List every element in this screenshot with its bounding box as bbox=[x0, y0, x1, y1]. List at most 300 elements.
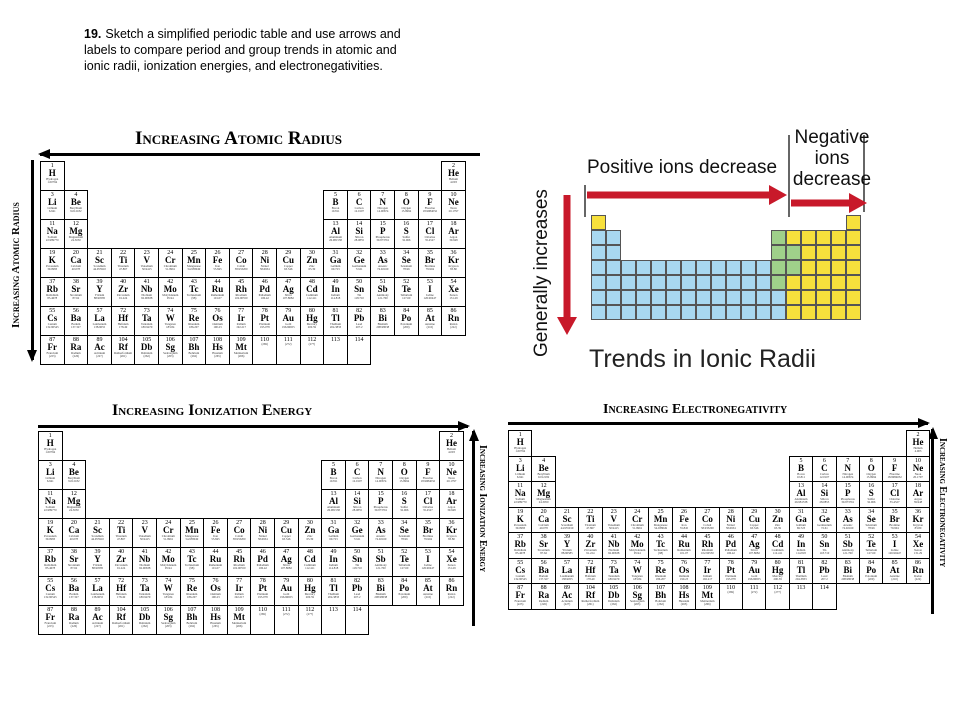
element-symbol: Y bbox=[94, 554, 101, 564]
element-name: Lanthanum bbox=[560, 573, 574, 578]
element-name: Bohrium bbox=[188, 351, 200, 355]
element-cell bbox=[789, 456, 813, 483]
element-cell bbox=[229, 277, 254, 307]
element-cell bbox=[38, 547, 63, 577]
atomic-number: 30 bbox=[306, 520, 313, 526]
element-cell bbox=[368, 518, 393, 548]
ionic-grid-cell bbox=[741, 260, 756, 275]
element-cell bbox=[370, 277, 395, 307]
element-symbol: Ba bbox=[70, 313, 82, 323]
atomic-number: 16 bbox=[403, 221, 410, 227]
element-symbol: Ti bbox=[586, 513, 595, 524]
atomic-mass: (272) bbox=[285, 342, 292, 346]
ionization-energy-right-arrow bbox=[38, 425, 468, 428]
element-cell bbox=[321, 576, 346, 606]
element-name: Sulfur bbox=[400, 505, 409, 509]
element-symbol: Rb bbox=[46, 284, 59, 294]
atomic-number: 57 bbox=[563, 559, 570, 566]
atomic-mass: 186.207 bbox=[655, 576, 666, 581]
element-cell bbox=[347, 248, 372, 278]
atomic-number: 42 bbox=[634, 534, 641, 540]
element-name: Iridium bbox=[234, 592, 244, 596]
element-name: Carbon bbox=[819, 471, 829, 476]
atomic-mass: 195.078 bbox=[257, 595, 268, 599]
element-name: Ruthenium bbox=[677, 548, 691, 552]
atomic-mass: 20.1797 bbox=[446, 479, 457, 483]
electronegativity-title: Increasing Electronegativity bbox=[603, 402, 788, 417]
element-symbol: W bbox=[165, 313, 175, 323]
element-name: Nitrogen bbox=[842, 471, 854, 476]
atomic-mass: 92.90638 bbox=[141, 296, 153, 300]
element-name: Chromium bbox=[163, 264, 177, 268]
atomic-mass: 79.904 bbox=[423, 537, 433, 541]
element-symbol: Kr bbox=[912, 513, 924, 524]
atomic-number: 3 bbox=[50, 192, 54, 198]
element-cell bbox=[906, 456, 930, 483]
element-cell bbox=[394, 219, 419, 249]
element-symbol: Ca bbox=[70, 255, 82, 265]
element-cell bbox=[250, 576, 275, 606]
element-symbol: N bbox=[844, 462, 852, 473]
atomic-mass: 196.96655 bbox=[281, 325, 295, 329]
atomic-number: 14 bbox=[356, 221, 363, 227]
element-name: Bromine bbox=[422, 534, 434, 538]
atomic-mass: 207.2 bbox=[353, 595, 361, 599]
element-name: Hafnium bbox=[117, 322, 129, 326]
element-cell bbox=[416, 547, 441, 577]
atomic-number: 15 bbox=[377, 491, 384, 497]
element-cell bbox=[602, 558, 626, 585]
atomic-mass: (98) bbox=[189, 566, 195, 570]
atomic-mass: (263) bbox=[633, 602, 641, 606]
atomic-number: 11 bbox=[47, 491, 54, 497]
element-symbol: Rf bbox=[118, 342, 128, 352]
element-cell bbox=[62, 460, 87, 490]
element-name: Radon bbox=[447, 592, 456, 596]
atomic-number: 21 bbox=[94, 520, 101, 526]
atomic-number: 40 bbox=[587, 534, 594, 540]
element-symbol: V bbox=[610, 513, 618, 524]
element-symbol: Sb bbox=[375, 554, 386, 564]
element-name: Rhodium bbox=[701, 548, 713, 552]
atomic-mass: 15.9994 bbox=[866, 474, 877, 479]
element-cell bbox=[555, 532, 579, 559]
atomic-number: 15 bbox=[844, 483, 851, 489]
atomic-number: 88 bbox=[540, 585, 547, 591]
element-name: Molybdenum bbox=[629, 548, 646, 552]
ionic-grid-cell bbox=[726, 290, 741, 305]
element-cell bbox=[508, 558, 532, 585]
element-cell bbox=[882, 456, 906, 483]
ionic-grid-cell bbox=[846, 275, 861, 290]
atomic-mass: 39.948 bbox=[447, 508, 456, 512]
ionic-grid-cell bbox=[726, 275, 741, 290]
element-symbol: Hs bbox=[210, 612, 221, 622]
atomic-mass: 126.90447 bbox=[423, 296, 437, 300]
element-symbol: Y bbox=[563, 539, 571, 549]
ionic-grid-cell bbox=[666, 275, 681, 290]
element-cell bbox=[368, 576, 393, 606]
ionic-grid-cell bbox=[711, 305, 726, 320]
element-cell bbox=[812, 583, 836, 610]
element-name: Mercury bbox=[306, 322, 318, 326]
element-symbol: Ir bbox=[235, 583, 243, 593]
atomic-number: 85 bbox=[424, 578, 431, 584]
element-symbol: Zn bbox=[306, 255, 318, 265]
element-cell bbox=[227, 576, 252, 606]
atomic-mass: 85.4678 bbox=[47, 296, 58, 300]
atomic-number: 31 bbox=[797, 508, 804, 515]
atomic-number: 45 bbox=[238, 279, 245, 285]
atomic-mass: 195.078 bbox=[725, 576, 736, 581]
element-symbol: Al bbox=[796, 488, 806, 498]
element-cell bbox=[394, 190, 419, 220]
atomic-number: 25 bbox=[188, 520, 195, 526]
element-symbol: La bbox=[94, 313, 105, 323]
atomic-number: 108 bbox=[210, 607, 220, 613]
atomic-mass: 30.973761 bbox=[374, 508, 388, 512]
element-name: Gold bbox=[283, 592, 290, 596]
element-symbol: Ne bbox=[448, 197, 459, 207]
element-cell bbox=[298, 576, 323, 606]
atomic-number: 110 bbox=[258, 607, 268, 613]
element-cell bbox=[109, 547, 134, 577]
element-cell bbox=[321, 605, 346, 635]
element-cell bbox=[345, 489, 370, 519]
atomic-mass: 22.989770 bbox=[43, 508, 57, 512]
atomic-number: 40 bbox=[118, 549, 125, 555]
element-cell bbox=[789, 507, 813, 534]
element-cell bbox=[345, 460, 370, 490]
element-cell bbox=[812, 481, 836, 508]
atomic-number: 7 bbox=[379, 462, 383, 468]
element-name: Barium bbox=[71, 322, 81, 326]
element-symbol: Cd bbox=[306, 284, 318, 294]
atomic-number: 105 bbox=[140, 607, 150, 613]
atomic-mass: 39.0983 bbox=[47, 267, 58, 271]
atomic-mass: (227) bbox=[563, 602, 571, 606]
element-symbol: Ne bbox=[446, 467, 457, 477]
element-symbol: Fr bbox=[47, 342, 58, 352]
atomic-number: 41 bbox=[143, 279, 150, 285]
ionic-grid-cell bbox=[696, 260, 711, 275]
element-cell bbox=[85, 576, 110, 606]
element-cell bbox=[368, 489, 393, 519]
atomic-mass: (222) bbox=[448, 595, 455, 599]
element-name: Niobium bbox=[139, 563, 151, 567]
atomic-number: 114 bbox=[352, 607, 362, 613]
atomic-number: 83 bbox=[377, 578, 384, 584]
element-symbol: Hs bbox=[678, 590, 690, 600]
element-cell bbox=[134, 277, 159, 307]
atomic-number: 106 bbox=[163, 607, 173, 613]
atomic-number: 104 bbox=[585, 585, 595, 591]
atomic-number: 21 bbox=[563, 508, 570, 515]
element-name: Oxygen bbox=[399, 476, 410, 480]
atomic-number: 28 bbox=[727, 508, 734, 515]
element-name: Strontium bbox=[537, 548, 550, 552]
atomic-mass: (261) bbox=[119, 354, 127, 358]
element-cell bbox=[416, 489, 441, 519]
element-cell bbox=[368, 547, 393, 577]
element-name: Neon bbox=[914, 471, 922, 476]
element-name: Argon bbox=[447, 505, 456, 509]
atomic-mass: 107.8682 bbox=[282, 296, 294, 300]
element-symbol: Ta bbox=[608, 564, 619, 575]
element-cell bbox=[227, 547, 252, 577]
element-symbol: Bh bbox=[188, 342, 200, 352]
element-name: Zirconium bbox=[116, 293, 130, 297]
element-cell bbox=[648, 507, 672, 534]
element-symbol: Po bbox=[401, 313, 412, 323]
atomic-number: 84 bbox=[868, 559, 875, 566]
ionic-grid-cell bbox=[651, 275, 666, 290]
atomic-number: 108 bbox=[212, 337, 222, 343]
element-name: Argon bbox=[914, 497, 922, 501]
element-name: Lithium bbox=[45, 476, 56, 480]
ionic-grid-cell bbox=[606, 305, 621, 320]
element-name: Rubidium bbox=[514, 548, 527, 552]
atomic-number: 22 bbox=[587, 508, 594, 515]
atomic-number: 30 bbox=[774, 508, 781, 515]
element-name: Cadmium bbox=[305, 293, 318, 297]
element-name: Titanium bbox=[115, 534, 127, 538]
atomic-mass: 20.1797 bbox=[448, 209, 459, 213]
element-name: Polonium bbox=[865, 573, 878, 578]
element-cell bbox=[370, 190, 395, 220]
atomic-mass: 132.90545 bbox=[45, 325, 59, 329]
element-cell bbox=[695, 558, 719, 585]
element-cell bbox=[392, 547, 417, 577]
element-name: Meitnerium bbox=[234, 351, 249, 355]
negative-ions-label: Negative ions decrease bbox=[792, 127, 872, 190]
element-name: Strontium bbox=[67, 563, 80, 567]
element-cell bbox=[205, 335, 230, 365]
element-cell bbox=[719, 558, 743, 585]
atomic-mass: 102.90550 bbox=[701, 551, 714, 555]
element-cell bbox=[111, 306, 136, 336]
element-cell bbox=[203, 605, 228, 635]
element-symbol: Au bbox=[282, 313, 295, 323]
element-symbol: Co bbox=[233, 525, 245, 535]
atomic-number: 24 bbox=[634, 508, 641, 515]
element-cell bbox=[765, 583, 789, 610]
element-name: Antimony bbox=[376, 293, 389, 297]
element-symbol: Mg bbox=[537, 488, 551, 498]
element-name: Antimony bbox=[374, 563, 387, 567]
element-name: Tungsten bbox=[164, 322, 176, 326]
atomic-mass: 178.49 bbox=[586, 576, 595, 581]
element-cell bbox=[156, 547, 181, 577]
atomic-mass: 180.9479 bbox=[139, 595, 151, 599]
atomic-mass: 208.98038 bbox=[374, 595, 388, 599]
element-symbol: Sb bbox=[377, 284, 388, 294]
element-cell bbox=[789, 583, 813, 610]
atomic-number: 55 bbox=[517, 559, 524, 566]
element-name: Titanium bbox=[584, 522, 596, 527]
element-symbol: Ca bbox=[538, 513, 550, 524]
element-cell bbox=[64, 248, 89, 278]
atomic-mass: 10.811 bbox=[329, 479, 338, 483]
element-cell bbox=[859, 558, 883, 585]
ionic-grid-cell bbox=[591, 275, 606, 290]
element-name: Bismuth bbox=[375, 592, 386, 596]
element-name: Iridium bbox=[236, 322, 246, 326]
element-symbol: Hg bbox=[304, 583, 316, 593]
element-cell bbox=[347, 277, 372, 307]
element-symbol: S bbox=[403, 226, 409, 236]
element-name: Tantalum bbox=[141, 322, 153, 326]
element-symbol: La bbox=[561, 564, 573, 575]
element-cell bbox=[695, 583, 719, 610]
atomic-number: 50 bbox=[354, 549, 361, 555]
element-name: Cobalt bbox=[237, 264, 246, 268]
atomic-mass: 131.29 bbox=[913, 551, 923, 555]
element-name: Sulfur bbox=[867, 497, 875, 501]
element-name: Bismuth bbox=[842, 573, 853, 578]
element-symbol: As bbox=[375, 525, 386, 535]
atomic-number: 34 bbox=[401, 520, 408, 526]
ionic-grid-cell bbox=[651, 290, 666, 305]
element-cell bbox=[40, 219, 65, 249]
atomic-number: 51 bbox=[379, 279, 386, 285]
atomic-number: 27 bbox=[238, 250, 245, 256]
atomic-number: 82 bbox=[356, 308, 363, 314]
element-symbol: Br bbox=[889, 513, 900, 524]
element-symbol: Bi bbox=[376, 583, 385, 593]
element-name: Rhenium bbox=[186, 592, 198, 596]
element-symbol: Sr bbox=[539, 539, 549, 549]
question-text bbox=[84, 26, 414, 74]
atomic-number: 43 bbox=[188, 549, 195, 555]
element-cell bbox=[109, 605, 134, 635]
atomic-number: 17 bbox=[424, 491, 431, 497]
element-symbol: Nb bbox=[140, 284, 153, 294]
atomic-mass: 196.96655 bbox=[279, 595, 293, 599]
atomic-number: 37 bbox=[49, 279, 56, 285]
atomic-mass: 132.90545 bbox=[513, 576, 527, 581]
atomic-number: 22 bbox=[120, 250, 127, 256]
element-symbol: Li bbox=[48, 197, 57, 207]
element-cell bbox=[508, 481, 532, 508]
element-symbol: Ne bbox=[912, 462, 924, 473]
atomic-number: 112 bbox=[307, 337, 317, 343]
atomic-number: 32 bbox=[821, 508, 828, 515]
element-name: Meitnerium bbox=[700, 599, 715, 603]
atomic-number: 85 bbox=[426, 308, 433, 314]
atomic-number: 89 bbox=[563, 585, 570, 591]
element-name: Arsenic bbox=[378, 264, 388, 268]
element-cell bbox=[87, 277, 112, 307]
atomic-mass: 87.62 bbox=[70, 566, 78, 570]
element-name: Argon bbox=[449, 235, 458, 239]
element-name: Germanium bbox=[349, 534, 365, 538]
element-symbol: K bbox=[516, 513, 524, 524]
atomic-mass: 192.217 bbox=[702, 576, 713, 581]
element-cell bbox=[64, 219, 89, 249]
element-name: Tungsten bbox=[162, 592, 174, 596]
atomic-mass: (265) bbox=[212, 624, 219, 628]
element-symbol: Mn bbox=[653, 513, 668, 524]
element-cell bbox=[695, 507, 719, 534]
element-name: Scandium bbox=[93, 264, 106, 268]
element-symbol: Se bbox=[866, 513, 876, 524]
ionic-grid-cell bbox=[786, 260, 801, 275]
element-cell bbox=[531, 507, 555, 534]
atomic-number: 29 bbox=[283, 520, 290, 526]
atomic-mass: 1.00794 bbox=[47, 180, 58, 184]
element-symbol: Ag bbox=[280, 554, 292, 564]
atomic-mass: (210) bbox=[891, 576, 898, 581]
atomic-number: 87 bbox=[49, 337, 56, 343]
element-cell bbox=[625, 507, 649, 534]
atomic-mass: (209) bbox=[401, 595, 408, 599]
element-name: Aluminum bbox=[326, 505, 340, 509]
element-symbol: P bbox=[845, 488, 851, 498]
atomic-mass: (265) bbox=[214, 354, 221, 358]
element-symbol: Rn bbox=[447, 313, 460, 323]
ionic-grid-cell bbox=[831, 305, 846, 320]
element-cell bbox=[62, 518, 87, 548]
element-name: Sodium bbox=[47, 235, 57, 239]
ionic-grid-cell bbox=[786, 230, 801, 245]
element-name: Iodine bbox=[426, 293, 434, 297]
atomic-number: 72 bbox=[120, 308, 127, 314]
element-name: Hydrogen bbox=[514, 446, 527, 450]
atomic-mass: 138.9055 bbox=[561, 576, 573, 581]
element-cell bbox=[274, 605, 299, 635]
element-name: Molybdenum bbox=[162, 293, 179, 297]
element-cell bbox=[205, 306, 230, 336]
atomic-number: 23 bbox=[143, 250, 150, 256]
element-cell bbox=[323, 335, 348, 365]
atomic-number: 114 bbox=[354, 337, 364, 343]
ionic-grid-cell bbox=[801, 290, 816, 305]
atomic-mass: 39.0983 bbox=[515, 525, 526, 530]
element-name: Copper bbox=[749, 522, 759, 527]
atomic-mass: 114.818 bbox=[330, 296, 341, 300]
element-cell bbox=[625, 558, 649, 585]
element-symbol: Br bbox=[424, 255, 435, 265]
ionic-grid-cell bbox=[801, 305, 816, 320]
element-symbol: Sn bbox=[352, 554, 363, 564]
atomic-number: 86 bbox=[914, 559, 921, 566]
element-symbol: Hf bbox=[118, 313, 129, 323]
element-name: Iridium bbox=[702, 573, 712, 578]
ionic-grid-cell bbox=[771, 275, 786, 290]
atomic-mass: 65.39 bbox=[774, 525, 781, 530]
atomic-mass: 114.818 bbox=[796, 551, 806, 555]
atomic-mass: 102.90550 bbox=[234, 296, 248, 300]
element-cell bbox=[134, 248, 159, 278]
element-symbol: As bbox=[842, 513, 853, 524]
atomic-number: 8 bbox=[404, 192, 408, 198]
element-name: Selenium bbox=[398, 534, 410, 538]
atomic-number: 76 bbox=[680, 559, 687, 566]
element-symbol: Bh bbox=[655, 590, 667, 600]
atomic-number: 9 bbox=[893, 457, 897, 464]
element-symbol: Hf bbox=[585, 564, 596, 575]
atomic-number: 11 bbox=[517, 483, 524, 489]
ionic-grid-cell bbox=[816, 305, 831, 320]
element-symbol: Rb bbox=[514, 539, 526, 549]
atomic-number: 48 bbox=[774, 534, 781, 540]
element-name: Beryllium bbox=[69, 206, 82, 210]
element-symbol: B bbox=[332, 197, 339, 207]
element-cell bbox=[441, 306, 466, 336]
atomic-mass: 88.90585 bbox=[91, 566, 104, 570]
atomic-number: 112 bbox=[773, 585, 782, 591]
